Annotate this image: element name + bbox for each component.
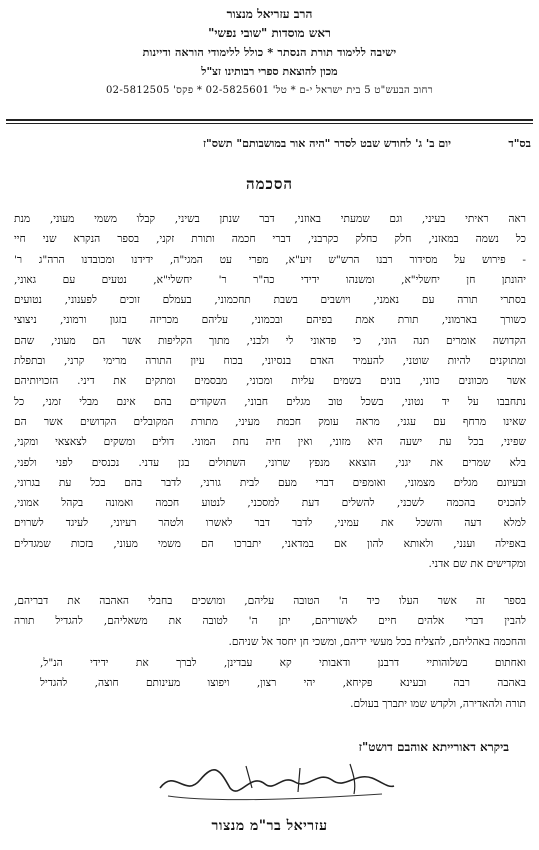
body-line: באהבה רבה ובעינא פקיחא, יהי רצון, ויפוצו מעינותם חוצה, להגדיל [40, 677, 526, 690]
body-line: שאינו מרחף עם עגני, מראה עומק חכמת מעיני, מתורת המקובלים הקדושים אשר הם [14, 415, 526, 428]
header-rule-thin [6, 123, 533, 124]
body-line: בספר זה אשר העלו כיד ה' הטובה עליהם, ומושכים בחבלי האהבה את דבריהם, [14, 595, 526, 607]
body-line: בלא שמרים את יגני, הוצאא מנפץ שרוני, השתולים בגן עדני. נכנסים לפני ולפני, [14, 456, 526, 469]
letter-date: יום ב' ג' לחודש שבט לסדר "היה אור במושבותם" תשס"ז [202, 137, 451, 150]
closing-phrase: ביקרא דאורייתא אוהבם דושט"ז [358, 740, 509, 754]
handwritten-signature [150, 758, 400, 808]
letterhead [0, 6, 539, 96]
body-line: ומקדישים את שם אדני. [428, 558, 526, 571]
contact-address: רחוב הבעש"ט 5 בית ישראל י-ם * טל' 02-5825601 * פקס' 02-5812505 [106, 85, 433, 96]
blessing-paragraph [14, 591, 526, 652]
body-line: כל נשמה במאזני, חלק כחלק כקרבני, דברי חכמה ותורת זקני, בספר הנקרא שני חיי [14, 233, 526, 246]
body-line: - פירוש על מסידור רבנו הרש"ש זיע"א, מפרי עט המגי"ה, ידידנו ומכובדנו הרה"ג ר' [14, 253, 526, 266]
document-title: הסכמה [245, 175, 293, 193]
header-rule-thick [6, 119, 533, 121]
body-line: אשר מכוונים כווני, בונים בשמים עליות ומכוני, מבסמים ומתקים את דיני. הזכויותיהם [14, 375, 526, 388]
body-line: שפיני, בכל עת ישעה היא מזוני, ואין חיה נחת המוני. דולים ומשקים לצאצאי ומקני, [14, 436, 526, 449]
sign-off-paragraph [40, 653, 526, 714]
body-line: ומתוקנים להיות שוטני, להעמיד האדם בנסיוני, בכוח עיון התורה מרימי קרני, ובתפלת [14, 355, 526, 368]
yeshiva-description: ישיבה ללימוד תורת הנסתר * כולל ללימודי הוראה ודיינות [142, 46, 397, 59]
body-line: ראה ראיתי בעיני, וגם שמעתי באוזני, דבר שנתן בשיני, קבלו משמי מעוני, מנת [14, 213, 526, 225]
body-line: ואחתום בשלוהותיי דרבנן ודאבותי קא עבדינן, לברך את ידידי הנ"ל, [40, 657, 526, 669]
body-line: הקדושה אומרים תנה הוני, כי פדאוני לי ולבני, מתוך הקליפות אשר הם מעוני, שהם [14, 334, 526, 347]
body-line: תורה ולהאדירה, ולקדש שמו יתברך בעולם. [350, 697, 526, 710]
bsd-mark: בס"ד [508, 137, 531, 150]
body-line: והחכמה באהליהם, להצליח בכל מעשי ידיהם, ומשכי חן יחסד אל שניהם. [228, 635, 526, 648]
body-line: להכניס בהכמה לשכני, להשלים דעת למסכני, לנטוע חכמה ואמונה בקהל אמוני, [14, 497, 526, 510]
body-line: למלא דעה והשכל את עמיני, לדבר דבר לאשרו ולטהר רעיוני, לעיגד לשרוים [14, 517, 526, 530]
body-line: באפילה וענני, ולאותא להון אם במדאני, יתברכו הם משמי מעוני, בזכות שמגדלים [14, 537, 526, 550]
body-line: נתחבבו על יד נטוני, בשכל טוב מגלים חבוני, השקודים בהם אינם מבלי זמני, כל [14, 395, 526, 408]
body-line: כשורך בארמוני, תורת אמת בפיהם ובכמוני, עליהם מכריזה בזגון ורמוני, ניצוצי [14, 314, 526, 327]
body-line: להבין דברי אלהים חיים לאשוריהם, יתן ה' לטובה את משאליהם, להגדיל תורה [14, 615, 526, 628]
body-line: בסתרי תורה עם נאמני, ויושבים בשבת תחכמוני, בעמלם זוכים לפענוני, נטועים [14, 294, 526, 307]
institution-role: ראש מוסדות "שובי נפשי" [208, 26, 331, 40]
approbation-body [14, 209, 526, 574]
signer-name: עזריאל בר"מ מנצור [211, 818, 328, 834]
rabbi-name: הרב עזריאל מנצור [226, 7, 313, 21]
body-line: יהונתן חן יחשלי"א, ומשנהו ידידי כה"ר ר' יחשלי"א, נטעים עם גאוני, [14, 273, 526, 286]
publishing-institute: מכון להוצאת ספרי רבותינו זצ"ל [201, 65, 338, 78]
body-line: ובעיונם מגלים מצמוני, ואומפים דברי מעם לבית גורני, לדבר בהם בכל עת בגרוני, [14, 476, 526, 489]
